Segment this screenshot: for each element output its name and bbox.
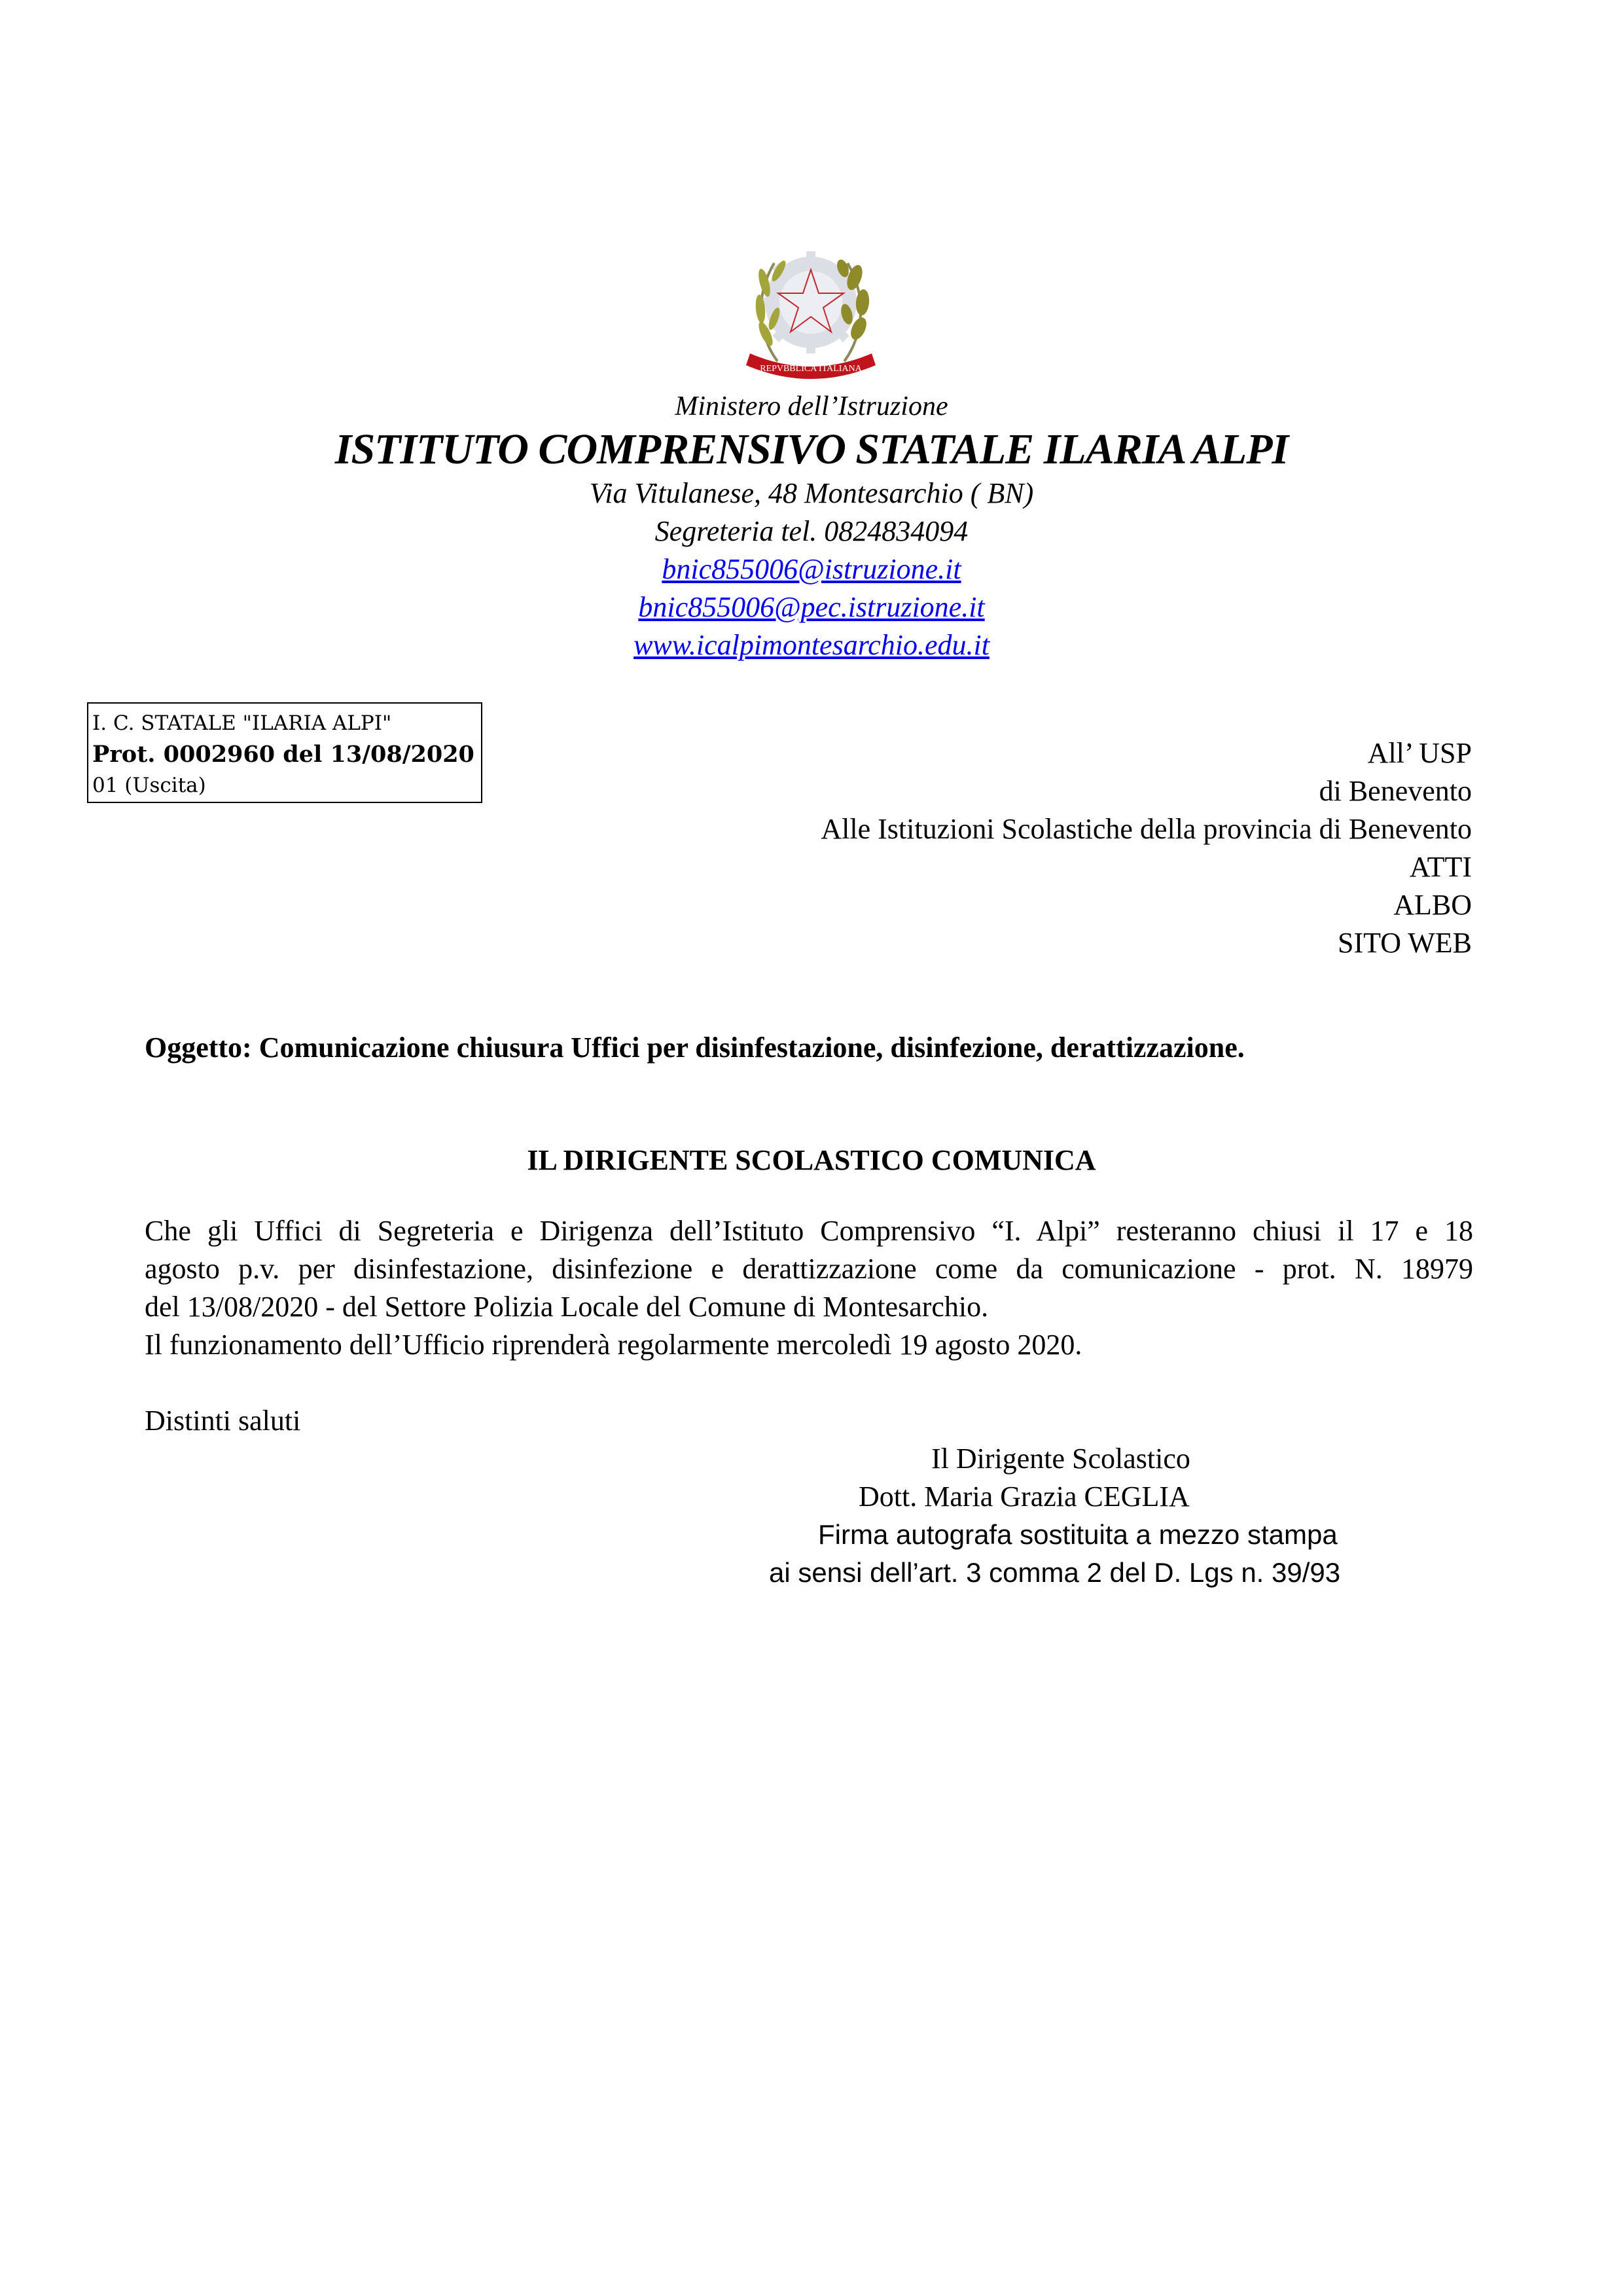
pec-email-link[interactable]: bnic855006@pec.istruzione.it bbox=[638, 591, 985, 623]
recipient-line: ATTI bbox=[1409, 851, 1472, 883]
email-link-row bbox=[0, 551, 1623, 588]
school-address: Via Vitulanese, 48 Montesarchio ( BN) bbox=[589, 477, 1034, 509]
announcement-heading: IL DIRIGENTE SCOLASTICO COMUNICA bbox=[527, 1144, 1096, 1176]
body-line: del 13/08/2020 - del Settore Polizia Locale del Comune di Montesarchio. bbox=[145, 1291, 989, 1323]
school-phone: Segreteria tel. 0824834094 bbox=[654, 515, 969, 547]
body-paragraph bbox=[145, 1212, 1473, 1364]
signature-name: Dott. Maria Grazia CEGLIA bbox=[859, 1480, 1190, 1513]
protocol-stamp bbox=[87, 702, 482, 803]
italian-republic-emblem-icon bbox=[738, 237, 883, 382]
pec-link-row bbox=[0, 589, 1623, 626]
closing-greeting: Distinti saluti bbox=[145, 1405, 301, 1437]
signature-note: Firma autografa sostituita a mezzo stampa bbox=[818, 1519, 1338, 1550]
subject-line: Oggetto: Comunicazione chiusura Uffici per disinfestazione, disinfezione, derattizzazione. bbox=[145, 1031, 1245, 1064]
protocol-direction: 01 (Uscita) bbox=[92, 774, 206, 797]
school-name: ISTITUTO COMPRENSIVO STATALE ILARIA ALPI bbox=[334, 425, 1289, 473]
body-line: agosto p.v. per disinfestazione, disinfezione e derattizzazione come da comunicazione - prot. N. 18979 bbox=[145, 1253, 1473, 1285]
emblem-graphic bbox=[738, 237, 883, 382]
signature-note-legal: ai sensi dell’art. 3 comma 2 del D. Lgs n. 39/93 bbox=[769, 1557, 1341, 1588]
body-line: Che gli Uffici di Segreteria e Dirigenza dell’Istituto Comprensivo “I. Alpi” resteranno chiusi il 17 e 18 bbox=[145, 1215, 1473, 1247]
website-link-row bbox=[0, 627, 1623, 664]
body-line: Il funzionamento dell’Ufficio riprenderà regolarmente mercoledì 19 agosto 2020. bbox=[145, 1329, 1082, 1361]
protocol-number: Prot. 0002960 del 13/08/2020 bbox=[92, 741, 474, 768]
recipients-block bbox=[821, 734, 1472, 962]
ribbon-shape bbox=[746, 353, 876, 379]
recipient-line: All’ USP bbox=[1367, 737, 1472, 769]
ministry-name: Ministero dell’Istruzione bbox=[675, 391, 948, 422]
recipient-line: Alle Istituzioni Scolastiche della provincia di Benevento bbox=[821, 813, 1472, 845]
signature-role: Il Dirigente Scolastico bbox=[931, 1443, 1190, 1475]
ribbon-text: REPVBBLICA ITALIANA bbox=[760, 364, 862, 374]
recipient-line: SITO WEB bbox=[1338, 927, 1472, 959]
website-link[interactable]: www.icalpimontesarchio.edu.it bbox=[633, 629, 990, 661]
email-link[interactable]: bnic855006@istruzione.it bbox=[662, 553, 961, 585]
recipient-line: di Benevento bbox=[1319, 775, 1472, 807]
recipient-line: ALBO bbox=[1393, 889, 1472, 921]
protocol-institution: I. C. STATALE "ILARIA ALPI" bbox=[92, 711, 392, 735]
